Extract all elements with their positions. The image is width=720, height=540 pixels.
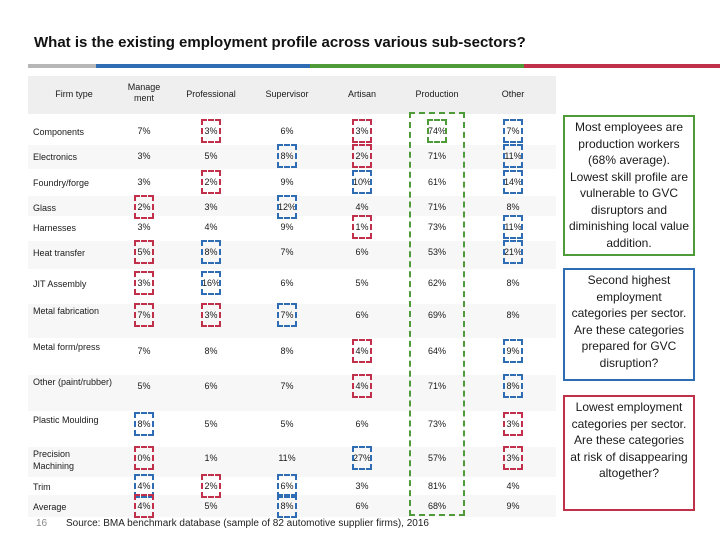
cell-glass-professional: 3% xyxy=(204,202,218,212)
highlight-box-blue xyxy=(503,144,523,168)
color-bar-green-segment xyxy=(310,64,524,68)
highlight-box-blue xyxy=(201,271,221,295)
highlight-box-red xyxy=(201,303,221,327)
color-bar-red-segment xyxy=(524,64,720,68)
cell-precision-machining-manage-ment: 0% xyxy=(137,453,151,463)
callout-second-highest: Second highest employment categories per sector. Are these categories prepared for GVC disruption? xyxy=(563,268,695,381)
row-label-harnesses: Harnesses xyxy=(33,223,77,233)
row-label-glass: Glass xyxy=(33,203,57,213)
row-label-foundry-forge: Foundry/forge xyxy=(33,178,90,188)
cell-components-professional: 3% xyxy=(204,126,218,136)
cell-harnesses-professional: 4% xyxy=(204,222,218,232)
highlight-box-blue xyxy=(277,144,297,168)
cell-other-paint-rubber-supervisor: 7% xyxy=(280,381,294,391)
cell-plastic-moulding-production: 73% xyxy=(427,419,447,429)
cell-trim-supervisor: 6% xyxy=(280,481,294,491)
cell-electronics-other: 11% xyxy=(504,151,522,161)
cell-trim-other: 4% xyxy=(506,481,520,491)
cell-plastic-moulding-other: 3% xyxy=(506,419,520,429)
cell-jit-assembly-supervisor: 6% xyxy=(280,278,294,288)
cell-foundry-forge-other: 14% xyxy=(503,177,523,187)
cell-average-professional: 5% xyxy=(204,501,218,511)
cell-average-production: 68% xyxy=(427,501,447,511)
cell-average-manage-ment: 4% xyxy=(137,501,151,511)
highlight-box-blue xyxy=(277,494,297,518)
cell-electronics-manage-ment: 3% xyxy=(137,151,151,161)
cell-metal-form-press-supervisor: 8% xyxy=(280,346,294,356)
cell-components-production: 74% xyxy=(427,126,447,136)
cell-other-paint-rubber-production: 71% xyxy=(427,381,447,391)
cell-average-artisan: 6% xyxy=(355,501,369,511)
column-header-supervisor: Supervisor xyxy=(265,89,309,99)
cell-harnesses-supervisor: 9% xyxy=(280,222,294,232)
cell-harnesses-manage-ment: 3% xyxy=(137,222,151,232)
cell-jit-assembly-artisan: 5% xyxy=(355,278,369,288)
highlight-box-red xyxy=(352,119,372,143)
highlight-box-blue xyxy=(503,215,523,239)
cell-precision-machining-production: 57% xyxy=(427,453,447,463)
highlight-box-red xyxy=(352,339,372,363)
row-label-components: Components xyxy=(33,127,85,137)
cell-foundry-forge-production: 61% xyxy=(427,177,447,187)
cell-heat-transfer-professional: 8% xyxy=(204,247,218,257)
row-label-other-paint-rubber: Other (paint/rubber) xyxy=(33,377,113,387)
cell-plastic-moulding-professional: 5% xyxy=(204,419,218,429)
cell-metal-fabrication-manage-ment: 7% xyxy=(137,310,151,320)
cell-jit-assembly-professional: 16% xyxy=(201,278,221,288)
column-header-artisan: Artisan xyxy=(347,89,377,99)
highlight-box-blue xyxy=(352,170,372,194)
cell-metal-fabrication-other: 8% xyxy=(506,310,520,320)
cell-electronics-artisan: 2% xyxy=(355,151,369,161)
cell-components-artisan: 3% xyxy=(355,126,369,136)
row-label-plastic-moulding: Plastic Moulding xyxy=(33,415,99,425)
highlight-box-blue xyxy=(503,119,523,143)
cell-harnesses-artisan: 1% xyxy=(355,222,369,232)
cell-glass-artisan: 4% xyxy=(355,202,369,212)
cell-glass-production: 71% xyxy=(427,202,447,212)
cell-jit-assembly-production: 62% xyxy=(427,278,447,288)
row-label-electronics: Electronics xyxy=(33,152,78,162)
highlight-box-blue xyxy=(134,412,154,436)
highlight-box-red xyxy=(201,474,221,498)
cell-metal-fabrication-supervisor: 7% xyxy=(280,310,294,320)
highlight-box-red xyxy=(352,144,372,168)
cell-harnesses-other: 11% xyxy=(504,222,522,232)
cell-foundry-forge-manage-ment: 3% xyxy=(137,177,151,187)
row-label-trim: Trim xyxy=(33,482,51,492)
highlight-box-red xyxy=(352,374,372,398)
highlight-box-blue xyxy=(503,339,523,363)
cell-components-supervisor: 6% xyxy=(280,126,294,136)
highlight-box-red xyxy=(134,195,154,219)
highlight-box-blue xyxy=(277,303,297,327)
row-label-average: Average xyxy=(33,502,67,512)
cell-precision-machining-supervisor: 11% xyxy=(278,453,296,463)
highlight-box-red xyxy=(503,446,523,470)
cell-average-supervisor: 8% xyxy=(280,501,294,511)
highlight-box-red xyxy=(503,412,523,436)
cell-glass-other: 8% xyxy=(506,202,520,212)
highlight-box-red xyxy=(201,170,221,194)
cell-metal-fabrication-professional: 3% xyxy=(204,310,218,320)
highlight-box-blue xyxy=(503,240,523,264)
cell-jit-assembly-manage-ment: 3% xyxy=(137,278,151,288)
row-label-precision-machining: Precision Machining xyxy=(33,449,75,471)
highlight-box-blue xyxy=(277,195,297,219)
cell-metal-fabrication-production: 69% xyxy=(427,310,447,320)
color-bar-blue-segment xyxy=(96,64,310,68)
source-note: Source: BMA benchmark database (sample of 82 automotive supplier firms), 2016 xyxy=(66,518,429,529)
cell-metal-form-press-professional: 8% xyxy=(204,346,218,356)
cell-heat-transfer-production: 53% xyxy=(427,247,447,257)
cell-plastic-moulding-supervisor: 5% xyxy=(280,419,294,429)
highlight-box-red xyxy=(134,240,154,264)
cell-harnesses-production: 73% xyxy=(427,222,447,232)
cell-glass-manage-ment: 2% xyxy=(137,202,151,212)
cell-precision-machining-other: 3% xyxy=(506,453,520,463)
cell-other-paint-rubber-manage-ment: 5% xyxy=(137,381,151,391)
cell-precision-machining-artisan: 27% xyxy=(352,453,372,463)
cell-plastic-moulding-manage-ment: 8% xyxy=(137,419,151,429)
callout-lowest: Lowest employment categories per sector. Are these categories at risk of disappearing altogether? xyxy=(563,395,695,511)
cell-metal-form-press-manage-ment: 7% xyxy=(137,346,151,356)
highlight-box-blue xyxy=(201,240,221,264)
cell-heat-transfer-manage-ment: 5% xyxy=(137,247,151,257)
highlight-box-blue xyxy=(503,170,523,194)
production-column-highlight xyxy=(409,112,465,516)
cell-metal-form-press-artisan: 4% xyxy=(355,346,369,356)
cell-heat-transfer-other: 21% xyxy=(503,247,523,257)
highlight-box-red xyxy=(134,271,154,295)
cell-precision-machining-professional: 1% xyxy=(204,453,218,463)
column-header-manage-ment: Manage ment xyxy=(127,82,161,103)
cell-other-paint-rubber-artisan: 4% xyxy=(355,381,369,391)
cell-foundry-forge-supervisor: 9% xyxy=(280,177,294,187)
highlight-box-red xyxy=(134,446,154,470)
cell-jit-assembly-other: 8% xyxy=(506,278,520,288)
column-header-production: Production xyxy=(415,89,459,99)
page-number: 16 xyxy=(36,518,48,529)
column-header-firm-type: Firm type xyxy=(55,89,93,99)
cell-heat-transfer-supervisor: 7% xyxy=(280,247,294,257)
column-header-other: Other xyxy=(501,89,525,99)
cell-components-other: 7% xyxy=(506,126,520,136)
highlight-box-red xyxy=(352,215,372,239)
highlight-box-red xyxy=(134,303,154,327)
cell-other-paint-rubber-professional: 6% xyxy=(204,381,218,391)
cell-electronics-professional: 5% xyxy=(204,151,218,161)
cell-electronics-production: 71% xyxy=(427,151,447,161)
cell-other-paint-rubber-other: 8% xyxy=(506,381,520,391)
row-label-jit-assembly: JIT Assembly xyxy=(33,279,87,289)
row-label-heat-transfer: Heat transfer xyxy=(33,248,86,258)
cell-components-manage-ment: 7% xyxy=(137,126,151,136)
color-bar xyxy=(28,64,720,68)
cell-heat-transfer-artisan: 6% xyxy=(355,247,369,257)
column-header-professional: Professional xyxy=(186,89,236,99)
row-label-metal-fabrication: Metal fabrication xyxy=(33,306,100,316)
cell-plastic-moulding-artisan: 6% xyxy=(355,419,369,429)
cell-metal-form-press-other: 9% xyxy=(506,346,520,356)
cell-metal-form-press-production: 64% xyxy=(427,346,447,356)
cell-electronics-supervisor: 8% xyxy=(280,151,294,161)
row-label-metal-form-press: Metal form/press xyxy=(33,342,101,352)
cell-foundry-forge-professional: 2% xyxy=(204,177,218,187)
cell-trim-professional: 2% xyxy=(204,481,218,491)
cell-trim-production: 81% xyxy=(427,481,447,491)
highlight-box-blue xyxy=(503,374,523,398)
cell-average-other: 9% xyxy=(506,501,520,511)
page-title: What is the existing employment profile across various sub-sectors? xyxy=(34,34,526,51)
cell-trim-manage-ment: 4% xyxy=(137,481,151,491)
cell-metal-fabrication-artisan: 6% xyxy=(355,310,369,320)
callout-production: Most employees are production workers (68% average). Lowest skill profile are vulnerable to GVC disruptors and diminishing local value addition. xyxy=(563,115,695,256)
color-bar-gray-segment xyxy=(28,64,96,68)
cell-glass-supervisor: 12% xyxy=(277,202,297,212)
highlight-box-red xyxy=(134,494,154,518)
highlight-box-blue xyxy=(352,446,372,470)
cell-foundry-forge-artisan: 10% xyxy=(352,177,372,187)
highlight-box-red xyxy=(201,119,221,143)
cell-trim-artisan: 3% xyxy=(355,481,369,491)
